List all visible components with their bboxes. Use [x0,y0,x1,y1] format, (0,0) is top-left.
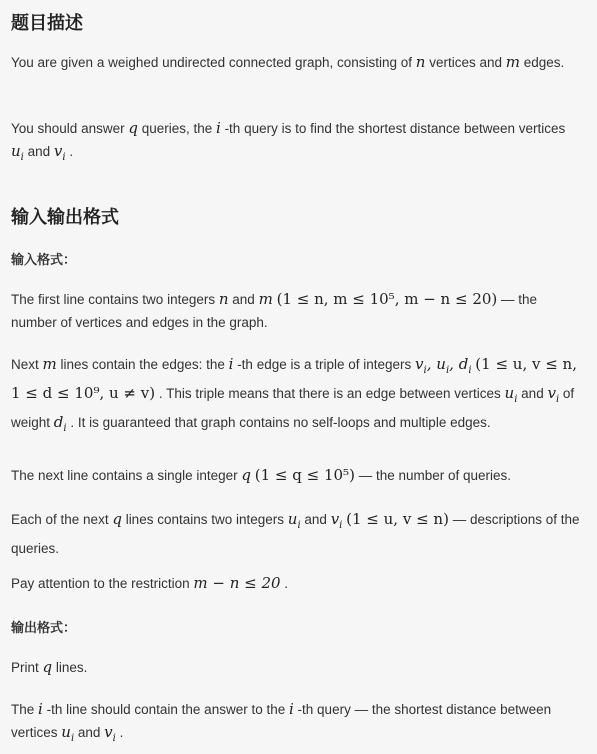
text: v [547,384,556,402]
text: Print [11,660,43,675]
text: Each of the next [11,512,113,527]
text: . [65,144,74,159]
text: — the number of vertices and edges in the graph. [11,292,538,330]
text: — the number of queries. [354,468,512,483]
math-m: m [505,53,520,71]
math-q: q [42,658,53,676]
math-u-i [287,510,301,531]
text: -th edge is a triple of integers [233,357,416,372]
text: vertices and [425,55,506,70]
math-q: q [128,119,138,137]
math-i: i [288,700,294,718]
text: Pay attention to the restriction [11,576,194,591]
input-line-1 [11,288,581,334]
math-constraint-nm: (1 ≤ n, m ≤ 10⁵, m − n ≤ 20) [276,290,498,308]
text: of weight [11,386,575,430]
text: You should answer [11,121,129,136]
subscript: i [445,365,450,376]
text: . This triple means that there is an edge between vertices [155,386,505,401]
math-v-i [547,384,560,405]
text: queries, the [137,121,216,136]
subscript: i [297,520,301,531]
subscript: i [70,733,75,744]
input-line-3 [11,464,581,487]
math-m: m [42,355,57,373]
text: u [287,510,298,528]
math-u-i [61,723,75,744]
math-u-i [11,142,24,163]
io-heading: 输入输出格式 [11,207,119,228]
math-v-i [53,142,66,163]
text: v [330,510,340,528]
text: and [300,512,331,527]
text: lines contain the edges: the [56,357,229,372]
text: u [61,723,71,741]
text: The next line contains a single integer [11,468,242,483]
text: u [436,355,446,373]
math-u-i [504,384,518,405]
text: The first line contains two integers [11,292,219,307]
text: lines contains two integers [121,512,288,527]
math-n: n [415,53,426,71]
math-q: q [241,466,251,484]
math-uv-constraint: (1 ≤ u, v ≤ n) [346,510,449,528]
input-line-2 [11,353,581,440]
math-v-i [330,510,343,531]
subscript: i [63,423,67,434]
text: . [280,576,289,591]
text: Next [11,357,43,372]
math-i: i [38,700,43,718]
text: You are given a weighed undirected connected graph, consisting of [11,55,416,70]
math-edge-constraint: (1 ≤ u, v ≤ n, 1 ≤ d ≤ 10⁹, u ≠ v) [11,355,577,402]
math-d-i [53,413,67,434]
text: . [115,725,124,740]
description-heading: 题目描述 [11,13,83,34]
text: lines. [52,660,88,675]
text: and [74,725,105,740]
text: — descriptions of the queries. [11,512,580,556]
text: and [23,144,54,159]
math-q-constraint: (1 ≤ q ≤ 10⁵) [254,466,355,484]
output-line-1 [11,656,581,679]
subscript: i [62,152,66,163]
input-line-5 [11,572,581,595]
text: v [104,723,113,741]
text: . It is guaranteed that graph contains no self-loops and multiple edges. [66,415,491,430]
text: -th query — the shortest distance between vertices [11,702,552,740]
math-i: i [216,119,221,137]
math-edge-triple: $v_i$, $u_i$, $d_i$ [415,355,472,376]
math-restriction: m − n ≤ 20 [193,574,281,592]
subscript: i [339,520,343,531]
input-format-heading: 输入格式： [11,253,77,268]
description-paragraph-1 [11,51,581,74]
text: u [504,384,515,402]
subscript: i [112,733,116,744]
text: and [228,292,259,307]
math-v-i [104,723,116,744]
text: -th query is to find the shortest distance between vertices [220,121,566,136]
text: d [458,355,469,373]
subscript: i [423,365,427,376]
output-format-heading: 输出格式： [11,621,77,636]
description-paragraph-2 [11,117,581,169]
output-line-2 [11,698,581,750]
input-line-4 [11,508,581,560]
text: edges. [520,55,565,70]
subscript: i [514,394,518,405]
math-n: n [218,290,229,308]
text: d [53,413,64,431]
subscript: i [20,152,24,163]
math-i: i [228,355,234,373]
text: v [415,355,424,373]
text: The [11,702,39,717]
text: and [517,386,548,401]
text: v [53,142,63,160]
math-m: m [258,290,273,308]
text: -th line should contain the answer to the [42,702,289,717]
text: u [11,142,21,160]
subscript: i [555,394,560,405]
math-q: q [112,510,122,528]
subscript: i [468,365,472,376]
